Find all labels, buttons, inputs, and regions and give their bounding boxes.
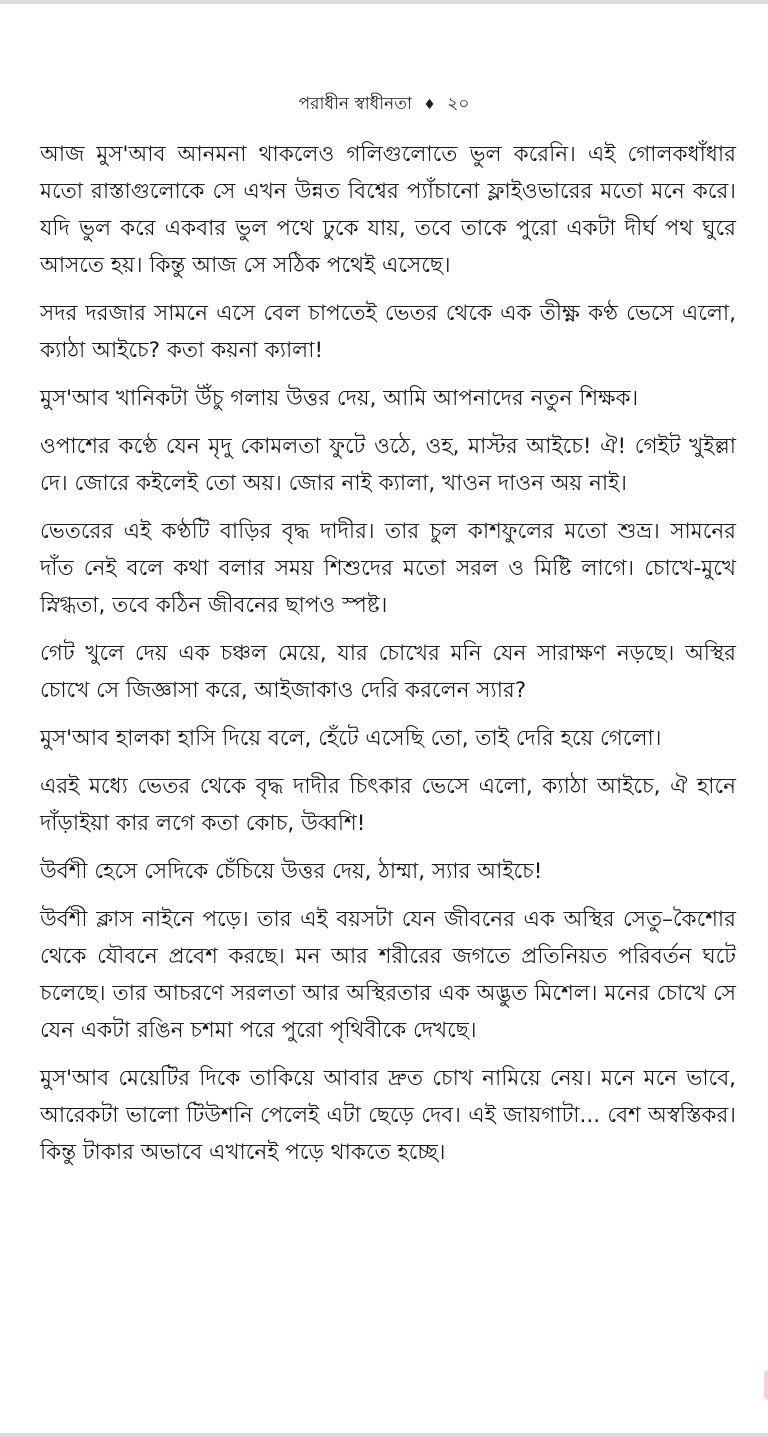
page-number: ২০ bbox=[447, 94, 470, 114]
paragraph: আজ মুস'আব আনমনা থাকলেও গলিগুলোতে ভুল করেনি। এই গোলকধাঁধার মতো রাস্তাগুলোকে সে এখন উন্নত বিশ্বের প্যাঁচানো ফ্লাইওভারের মতো মনে করে। যদি ভুল করে একবার ভুল পথে ঢুকে যায়, তবে তাকে পুরো একটা দীর্ঘ পথ ঘুরে আসতে হয়। কিন্তু আজ সে সঠিক পথেই এসেছে। bbox=[40, 142, 736, 278]
paragraph: ওপাশের কণ্ঠে যেন মৃদু কোমলতা ফুটে ওঠে, ওহ, মাস্টর আইচে! ঐ! গেইট খুইল্লা দে। জোরে কইলেই তো অয়। জোর নাই ক্যালা, খাওন দাওন অয় নাই। bbox=[40, 434, 736, 496]
paragraph: এরই মধ্যে ভেতর থেকে বৃদ্ধ দাদীর চিৎকার ভেসে এলো, ক্যাঠা আইচে, ঐ হানে দাঁড়াইয়া কার লগে কতা কোচ, উব্বশি! bbox=[40, 774, 736, 836]
paragraph: উর্বশী হেসে সেদিকে চেঁচিয়ে উত্তর দেয়, ঠাম্মা, স্যার আইচে! bbox=[40, 859, 543, 884]
paragraph: গেট খুলে দেয় এক চঞ্চল মেয়ে, যার চোখের মনি যেন সারাক্ষণ নড়ছে। অস্থির চোখে সে জিজ্ঞাসা করে, আইজাকাও দেরি করলেন স্যার? bbox=[40, 641, 736, 703]
diamond-separator-icon: ♦ bbox=[423, 97, 436, 113]
paragraph: ভেতরের এই কণ্ঠটি বাড়ির বৃদ্ধ দাদীর। তার চুল কাশফুলের মতো শুভ্র। সামনের দাঁত নেই বলে কথা বলার সময় শিশুদের মতো সরল ও মিষ্টি লাগে। চোখে-মুখে স্নিগ্ধতা, তবে কঠিন জীবনের ছাপও স্পষ্ট। bbox=[40, 519, 736, 618]
page-edge-mark bbox=[764, 1370, 768, 1400]
body-text bbox=[40, 136, 736, 1182]
book-title: পরাধীন স্বাধীনতা bbox=[298, 94, 412, 114]
running-header bbox=[0, 92, 768, 117]
paragraph: উর্বশী ক্লাস নাইনে পড়ে। তার এই বয়সটা যেন জীবনের এক অস্থির সেতু–কৈশোর থেকে যৌবনে প্রবেশ করছে। মন আর শরীরের জগতে প্রতিনিয়ত পরিবর্তন ঘটে চলেছে। তার আচরণে সরলতা আর অস্থিরতার এক অদ্ভুত মিশেল। মনের চোখে সে যেন একটা রঙিন চশমা পরে পুরো পৃথিবীকে দেখছে। bbox=[40, 907, 736, 1043]
paragraph: মুস'আব হালকা হাসি দিয়ে বলে, হেঁটে এসেছি তো, তাই দেরি হয়ে গেলো। bbox=[40, 726, 662, 751]
paragraph: মুস'আব মেয়েটির দিকে তাকিয়ে আবার দ্রুত চোখ নামিয়ে নেয়। মনে মনে ভাবে, আরেকটা ভালো টিউশনি পেলেই এটা ছেড়ে দেব। এই জায়গাটা... বেশ অস্বস্তিকর। কিন্তু টাকার অভাবে এখানেই পড়ে থাকতে হচ্ছে। bbox=[40, 1066, 736, 1165]
paragraph: সদর দরজার সামনে এসে বেল চাপতেই ভেতর থেকে এক তীক্ষ্ণ কণ্ঠ ভেসে এলো, ক্যাঠা আইচে? কতা কয়না ক্যালা! bbox=[40, 301, 736, 363]
paragraph: মুস'আব খানিকটা উঁচু গলায় উত্তর দেয়, আমি আপনাদের নতুন শিক্ষক। bbox=[40, 386, 639, 411]
bottom-frame-edge bbox=[0, 1433, 768, 1437]
